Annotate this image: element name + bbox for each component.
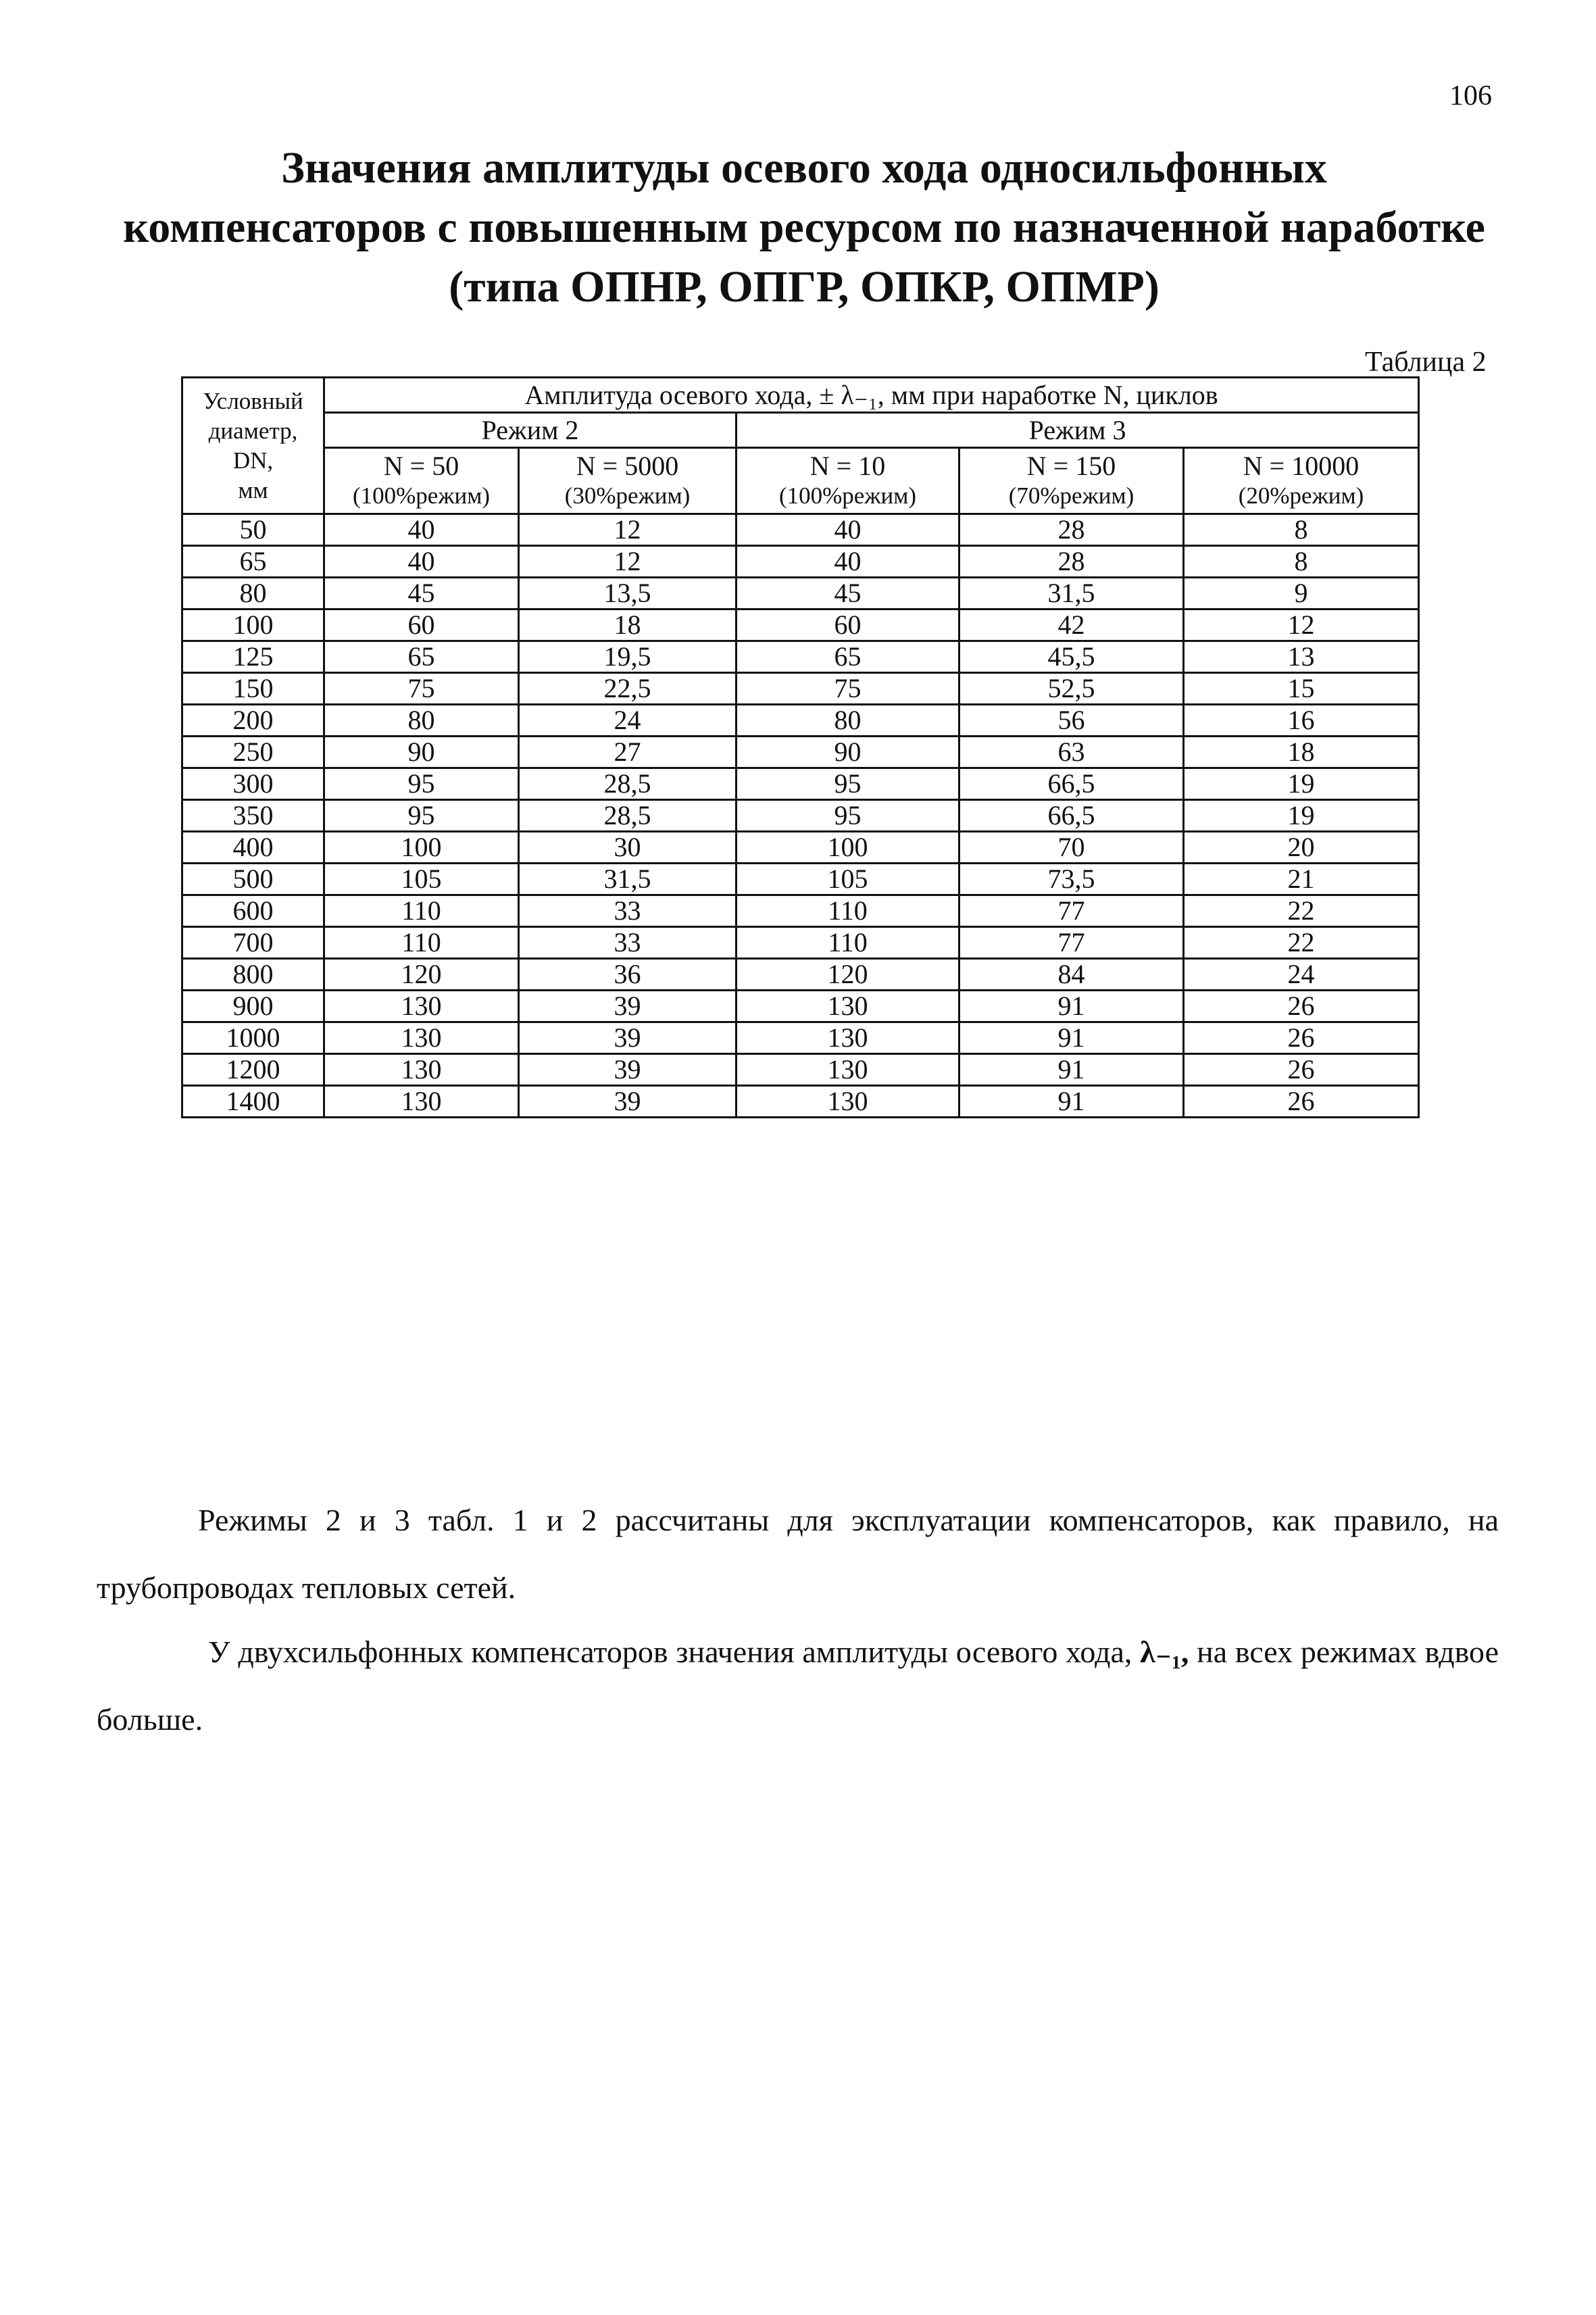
cell-value: 84 <box>959 959 1184 991</box>
cell-diameter: 200 <box>182 705 324 737</box>
cell-value: 26 <box>1184 1054 1419 1086</box>
cell-value: 28 <box>959 514 1184 546</box>
cell-value: 120 <box>737 959 959 991</box>
cell-diameter: 600 <box>182 895 324 927</box>
cell-value: 12 <box>1184 609 1419 641</box>
cell-value: 28,5 <box>519 768 737 800</box>
title-line-1: Значения амплитуды осевого хода односильфонных <box>281 143 1327 193</box>
cell-value: 65 <box>737 641 959 673</box>
cell-value: 110 <box>324 895 519 927</box>
table-row <box>182 832 1419 864</box>
header-mode-3: Режим 3 <box>737 413 1419 448</box>
cell-value: 12 <box>519 514 737 546</box>
header-diameter-line: мм <box>238 476 268 503</box>
cell-value: 9 <box>1184 578 1419 609</box>
cell-value: 95 <box>737 800 959 832</box>
cell-value: 63 <box>959 737 1184 768</box>
page-number: 106 <box>1449 80 1492 111</box>
table-row <box>182 864 1419 895</box>
table-row <box>182 800 1419 832</box>
cell-value: 75 <box>324 673 519 705</box>
cell-value: 91 <box>959 1022 1184 1054</box>
cell-value: 24 <box>519 705 737 737</box>
cell-value: 28,5 <box>519 800 737 832</box>
cell-value: 20 <box>1184 832 1419 864</box>
header-amplitude-group: Амплитуда осевого хода, ± λ₋₁, мм при наработке N, циклов <box>324 378 1419 413</box>
cell-value: 13,5 <box>519 578 737 609</box>
header-column <box>1184 448 1419 514</box>
cell-value: 13 <box>1184 641 1419 673</box>
table-row <box>182 895 1419 927</box>
header-diameter-line: диаметр, <box>208 417 298 444</box>
cell-diameter: 700 <box>182 927 324 959</box>
cell-value: 77 <box>959 927 1184 959</box>
cell-value: 130 <box>324 1054 519 1086</box>
cell-value: 70 <box>959 832 1184 864</box>
cell-value: 52,5 <box>959 673 1184 705</box>
cell-diameter: 250 <box>182 737 324 768</box>
lambda-symbol: λ₋₁, <box>1140 1635 1189 1669</box>
cell-value: 33 <box>519 895 737 927</box>
cell-value: 31,5 <box>959 578 1184 609</box>
cell-value: 12 <box>519 546 737 578</box>
title-line-3: (типа ОПНР, ОПГР, ОПКР, ОПМР) <box>449 262 1159 312</box>
cell-value: 91 <box>959 991 1184 1022</box>
cell-value: 120 <box>324 959 519 991</box>
header-mode-percent: (30%режим) <box>564 482 691 509</box>
cell-value: 100 <box>737 832 959 864</box>
cell-value: 95 <box>324 768 519 800</box>
cell-value: 30 <box>519 832 737 864</box>
cell-value: 40 <box>324 546 519 578</box>
title-line-2: компенсаторов с повышенным ресурсом по назначенной наработке <box>123 203 1485 252</box>
cell-value: 91 <box>959 1054 1184 1086</box>
cell-value: 26 <box>1184 1086 1419 1118</box>
header-mode-percent: (100%режим) <box>778 482 917 509</box>
table-row <box>182 1086 1419 1118</box>
table-row <box>182 546 1419 578</box>
cell-value: 19,5 <box>519 641 737 673</box>
table-row <box>182 991 1419 1022</box>
amplitude-table <box>181 376 1420 1118</box>
cell-value: 90 <box>737 737 959 768</box>
cell-value: 18 <box>1184 737 1419 768</box>
header-column <box>519 448 737 514</box>
cell-diameter: 800 <box>182 959 324 991</box>
cell-value: 40 <box>737 546 959 578</box>
header-mode-percent: (20%режим) <box>1238 482 1364 509</box>
cell-diameter: 900 <box>182 991 324 1022</box>
cell-value: 18 <box>519 609 737 641</box>
header-diameter <box>182 378 324 514</box>
cell-value: 130 <box>737 1054 959 1086</box>
cell-diameter: 500 <box>182 864 324 895</box>
header-column <box>324 448 519 514</box>
cell-value: 45 <box>737 578 959 609</box>
cell-value: 39 <box>519 991 737 1022</box>
header-n: N = 150 <box>1026 450 1116 481</box>
cell-value: 45,5 <box>959 641 1184 673</box>
paragraph-text: на всех режимах вдвое больше. <box>97 1635 1499 1737</box>
header-n: N = 10 <box>809 450 886 481</box>
table-label: Таблица 2 <box>1365 347 1487 378</box>
cell-value: 27 <box>519 737 737 768</box>
cell-value: 66,5 <box>959 800 1184 832</box>
cell-value: 90 <box>324 737 519 768</box>
cell-value: 24 <box>1184 959 1419 991</box>
paragraph-modes: Режимы 2 и 3 табл. 1 и 2 рассчитаны для эксплуатации компенсаторов, как правило, на трубопроводах тепловых сетей. <box>97 1503 1499 1605</box>
cell-diameter: 100 <box>182 609 324 641</box>
cell-value: 80 <box>324 705 519 737</box>
cell-value: 22,5 <box>519 673 737 705</box>
table-row <box>182 737 1419 768</box>
cell-value: 95 <box>737 768 959 800</box>
table-row <box>182 768 1419 800</box>
cell-value: 110 <box>737 927 959 959</box>
cell-value: 19 <box>1184 768 1419 800</box>
cell-value: 73,5 <box>959 864 1184 895</box>
cell-diameter: 1400 <box>182 1086 324 1118</box>
table-row <box>182 927 1419 959</box>
cell-value: 60 <box>737 609 959 641</box>
cell-value: 110 <box>324 927 519 959</box>
table-body <box>182 514 1419 1118</box>
cell-value: 130 <box>324 991 519 1022</box>
cell-diameter: 150 <box>182 673 324 705</box>
header-n: N = 5000 <box>576 450 679 481</box>
cell-value: 40 <box>737 514 959 546</box>
header-column <box>737 448 959 514</box>
header-diameter-line: DN, <box>232 447 274 474</box>
cell-value: 45 <box>324 578 519 609</box>
header-n: N = 50 <box>383 450 459 481</box>
cell-value: 130 <box>737 1086 959 1118</box>
cell-value: 110 <box>737 895 959 927</box>
cell-value: 100 <box>324 832 519 864</box>
cell-value: 66,5 <box>959 768 1184 800</box>
cell-value: 39 <box>519 1022 737 1054</box>
cell-value: 130 <box>324 1022 519 1054</box>
cell-value: 75 <box>737 673 959 705</box>
cell-value: 26 <box>1184 1022 1419 1054</box>
header-n: N = 10000 <box>1243 450 1360 481</box>
cell-value: 105 <box>737 864 959 895</box>
page-title <box>81 139 1527 317</box>
cell-value: 16 <box>1184 705 1419 737</box>
cell-diameter: 125 <box>182 641 324 673</box>
paragraph-text: У двухсильфонных компенсаторов значения амплитуды осевого хода, <box>208 1635 1132 1669</box>
cell-value: 130 <box>737 991 959 1022</box>
cell-value: 19 <box>1184 800 1419 832</box>
table-row <box>182 514 1419 546</box>
cell-value: 26 <box>1184 991 1419 1022</box>
cell-value: 8 <box>1184 514 1419 546</box>
table-row <box>182 705 1419 737</box>
cell-value: 31,5 <box>519 864 737 895</box>
cell-value: 39 <box>519 1086 737 1118</box>
table-row <box>182 578 1419 609</box>
table-row <box>182 959 1419 991</box>
cell-value: 56 <box>959 705 1184 737</box>
cell-value: 22 <box>1184 927 1419 959</box>
cell-diameter: 300 <box>182 768 324 800</box>
cell-value: 39 <box>519 1054 737 1086</box>
cell-value: 21 <box>1184 864 1419 895</box>
cell-value: 8 <box>1184 546 1419 578</box>
cell-value: 130 <box>737 1022 959 1054</box>
header-mode-percent: (100%режим) <box>352 482 491 509</box>
cell-value: 91 <box>959 1086 1184 1118</box>
table-row <box>182 1054 1419 1086</box>
cell-value: 33 <box>519 927 737 959</box>
cell-diameter: 65 <box>182 546 324 578</box>
cell-diameter: 50 <box>182 514 324 546</box>
table-row <box>182 641 1419 673</box>
cell-value: 65 <box>324 641 519 673</box>
cell-value: 40 <box>324 514 519 546</box>
header-mode-2: Режим 2 <box>324 413 737 448</box>
cell-value: 77 <box>959 895 1184 927</box>
header-diameter-line: Условный <box>203 387 303 414</box>
cell-value: 130 <box>324 1086 519 1118</box>
cell-value: 42 <box>959 609 1184 641</box>
table-row <box>182 673 1419 705</box>
cell-diameter: 1000 <box>182 1022 324 1054</box>
header-mode-percent: (70%режим) <box>1008 482 1134 509</box>
header-column <box>959 448 1184 514</box>
cell-diameter: 350 <box>182 800 324 832</box>
cell-diameter: 1200 <box>182 1054 324 1086</box>
paragraph-double-bellows <box>97 1618 1499 1753</box>
cell-value: 80 <box>737 705 959 737</box>
cell-value: 28 <box>959 546 1184 578</box>
table-row <box>182 1022 1419 1054</box>
cell-value: 15 <box>1184 673 1419 705</box>
cell-value: 95 <box>324 800 519 832</box>
table-row <box>182 609 1419 641</box>
cell-value: 22 <box>1184 895 1419 927</box>
cell-diameter: 80 <box>182 578 324 609</box>
cell-value: 105 <box>324 864 519 895</box>
cell-value: 36 <box>519 959 737 991</box>
cell-value: 60 <box>324 609 519 641</box>
cell-diameter: 400 <box>182 832 324 864</box>
